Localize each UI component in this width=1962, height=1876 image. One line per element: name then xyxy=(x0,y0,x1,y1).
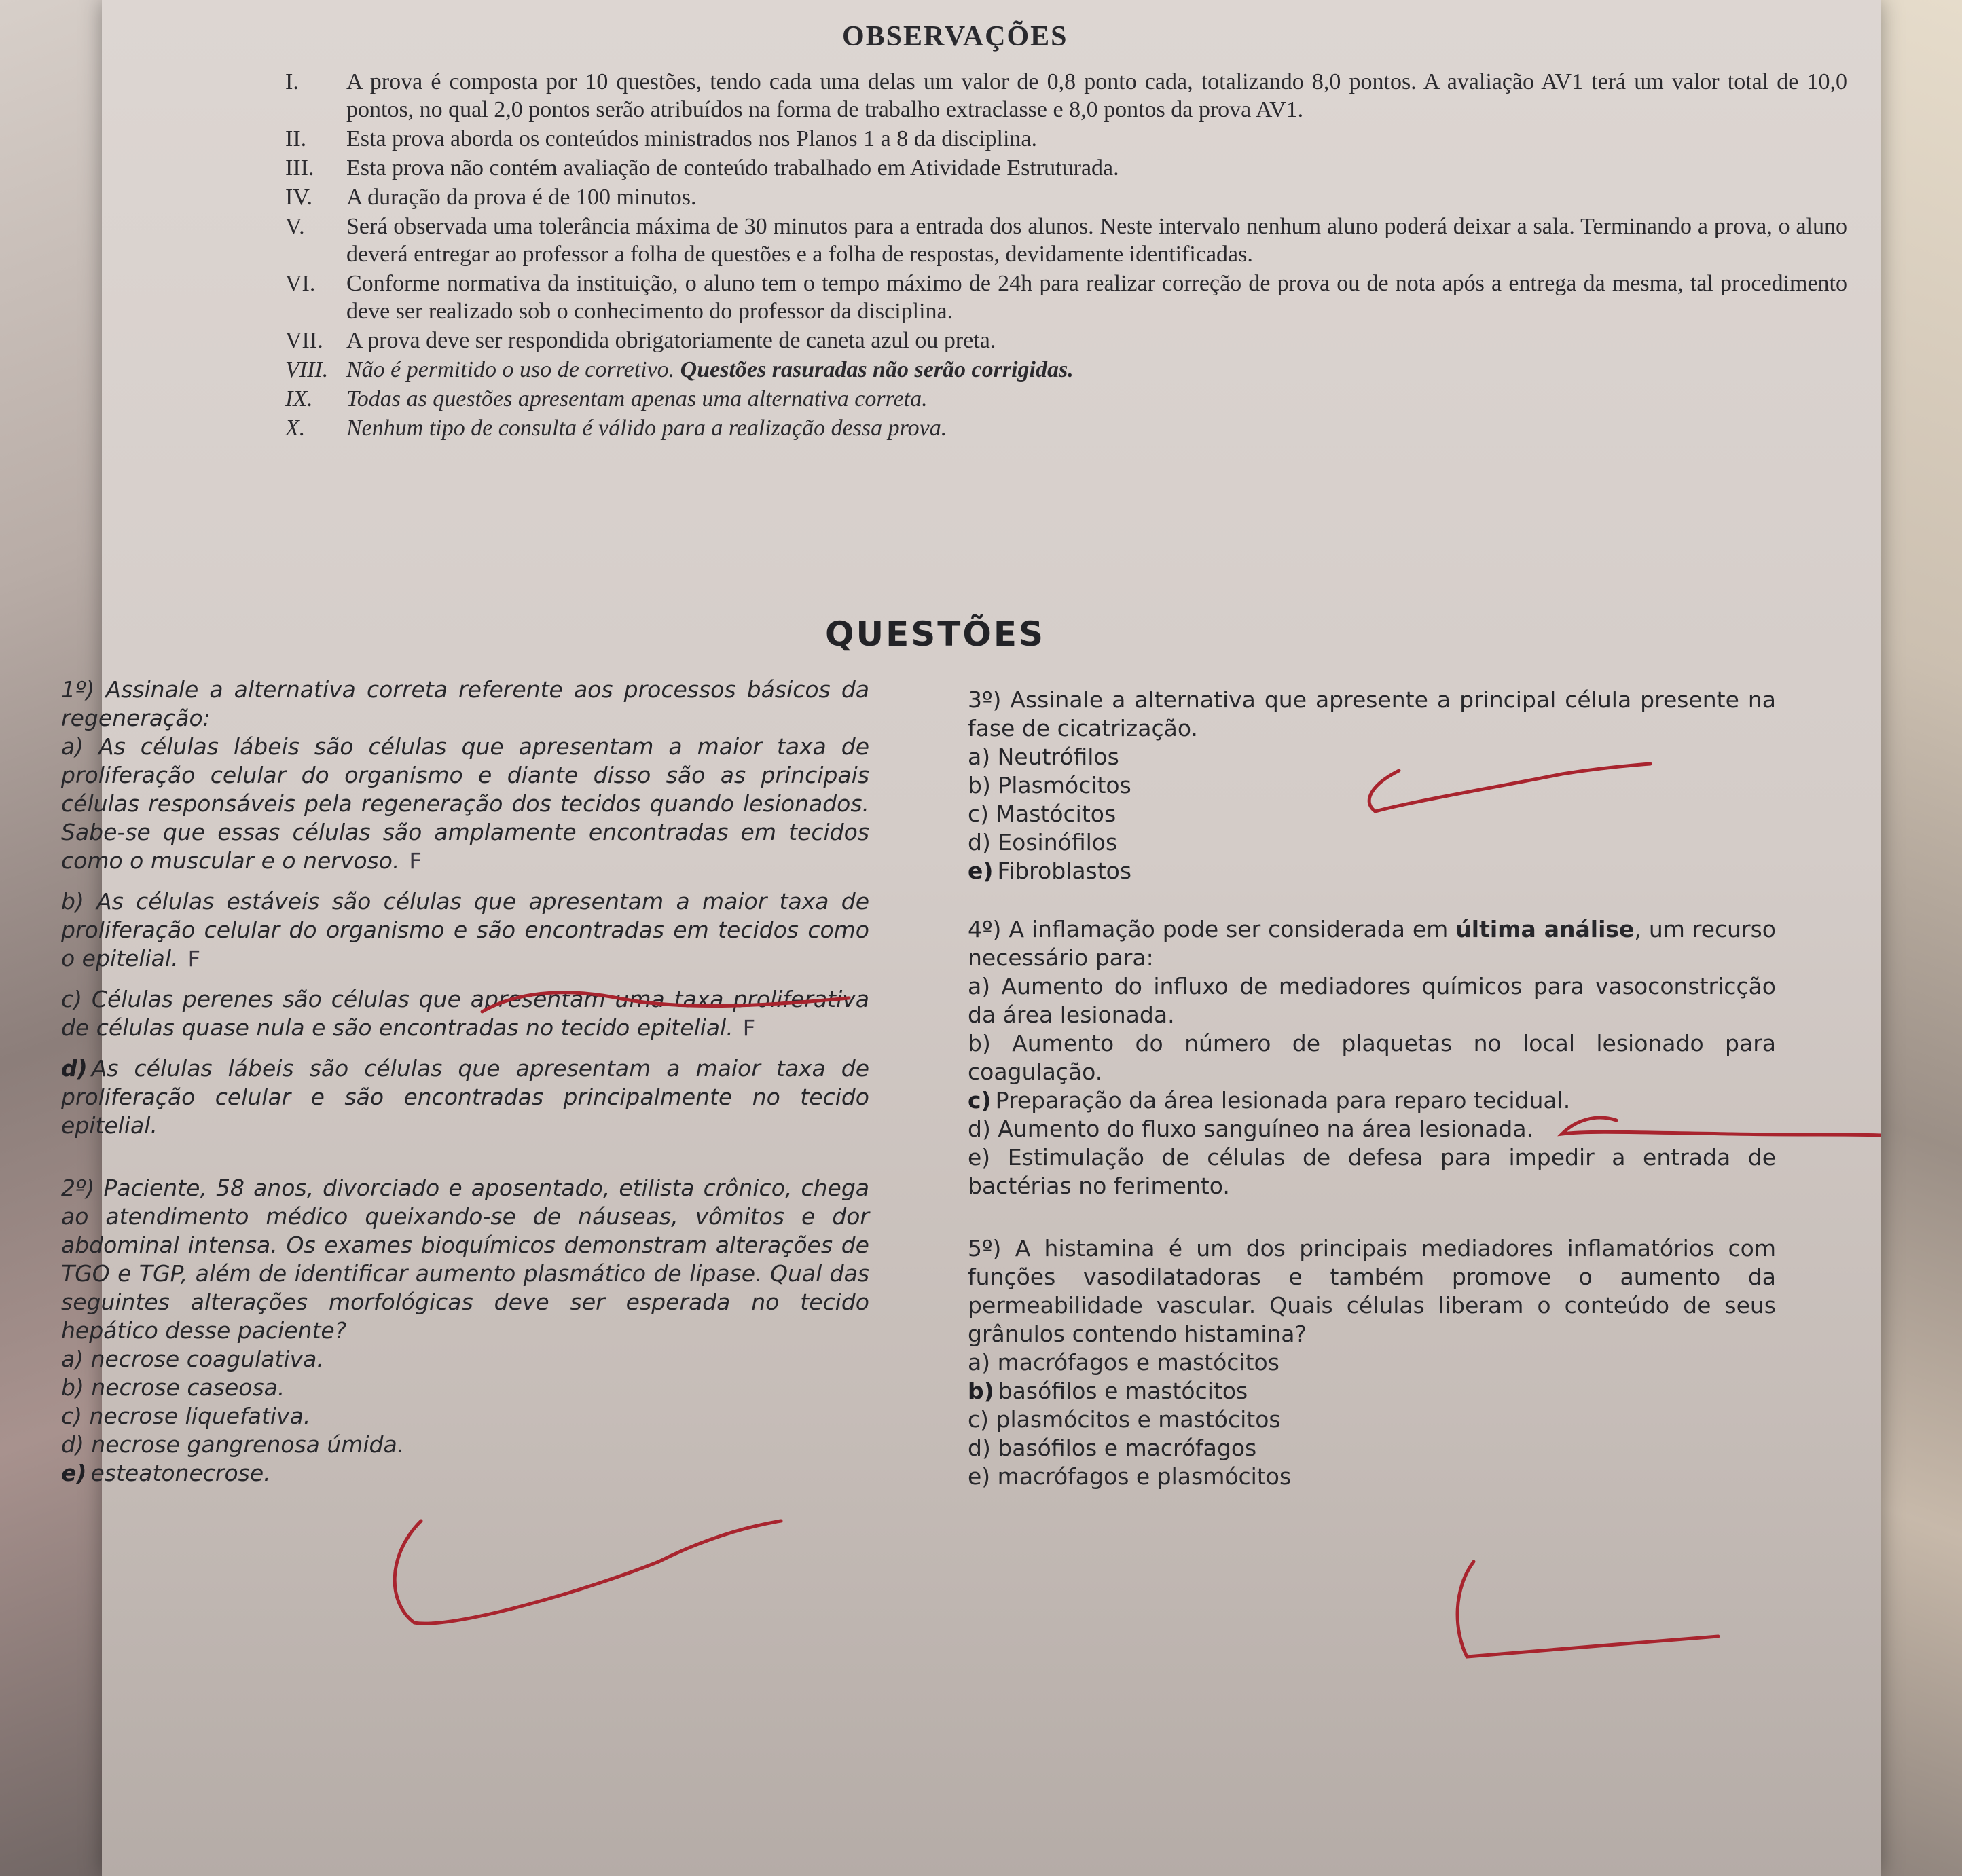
obs-text: A prova é composta por 10 questões, tendo cada uma delas um valor de 0,8 ponto cada, totalizando 8,0 pontos. A avaliação AV1 terá um valor total de 10,0 pontos, no qual 2,0 pontos serão atribuídos na forma de trabalho extraclasse e 8,0 pontos da prova AV1. xyxy=(346,69,1847,122)
obs-number: V. xyxy=(285,214,305,239)
option-c-selected xyxy=(968,1086,1776,1115)
question-stem: 5º) A histamina é um dos principais mediadores inflamatórios com funções vasodilatadoras e também promove o aumento da permeabilidade vascular. Quais células liberam o conteúdo de seus grânulos contendo histamina? xyxy=(968,1235,1776,1347)
option-text: a) As células lábeis são células que apresentam a maior taxa de proliferação celular do organismo e diante disso são as principais células responsáveis pela regeneração dos tecidos quando lesionados. Sabe-se que essas células são amplamente encontradas em tecidos como o muscular e o nervoso. xyxy=(61,733,869,874)
option-b-selected xyxy=(968,1377,1776,1405)
option-text: b) As células estáveis são células que apresentam a maior taxa de proliferação celular do organismo e são encontradas em tecidos como o epitelial. xyxy=(61,888,869,972)
obs-item xyxy=(285,68,1847,124)
observacoes-list xyxy=(285,68,1847,443)
handwritten-false-mark: F xyxy=(187,946,200,972)
stem-part: 4º) A inflamação pode ser considerada em xyxy=(968,916,1456,942)
obs-text-bold: Questões rasuradas não serão corrigidas. xyxy=(680,357,1074,382)
obs-item xyxy=(285,385,1847,413)
obs-item xyxy=(285,183,1847,211)
obs-text-part: Não é permitido o uso de corretivo. xyxy=(346,357,680,382)
red-check-q2 xyxy=(395,1521,781,1623)
option-b: b) necrose caseosa. xyxy=(61,1374,285,1401)
observacoes-heading: OBSERVAÇÕES xyxy=(842,21,1068,52)
obs-number: VII. xyxy=(285,328,323,353)
option-d: d) Eosinófilos xyxy=(968,829,1118,856)
question-3 xyxy=(968,686,1776,885)
option-text: Preparação da área lesionada para reparo tecidual. xyxy=(995,1087,1571,1114)
question-stem xyxy=(968,915,1776,972)
answer-mark: d) xyxy=(61,1055,88,1082)
option-text: esteatonecrose. xyxy=(90,1460,271,1486)
obs-text: Esta prova não contém avaliação de conteúdo trabalhado em Atividade Estruturada. xyxy=(346,155,1119,181)
question-stem: 2º) Paciente, 58 anos, divorciado e aposentado, etilista crônico, chega ao atendimento médico queixando-se de náuseas, vômitos e dor abdominal intensa. Os exames bioquímicos demonstram alterações de TGO e TGP, além de identificar aumento plasmático de lipase. Qual das seguintes alterações morfológicas deve ser esperada no tecido hepático desse paciente? xyxy=(61,1175,869,1344)
obs-item xyxy=(285,154,1847,182)
option-d-selected xyxy=(61,1054,869,1140)
exam-sheet xyxy=(61,0,1881,1876)
obs-number: VIII. xyxy=(285,357,329,382)
questoes-heading: QUESTÕES xyxy=(825,614,1046,654)
option-a: a) Neutrófilos xyxy=(968,743,1119,770)
obs-item xyxy=(285,327,1847,354)
stem-part: , um recurso necessário para: xyxy=(968,916,1776,971)
obs-text xyxy=(346,356,1847,384)
handwritten-false-mark: F xyxy=(409,848,422,874)
handwritten-false-mark: F xyxy=(742,1015,756,1041)
option-d: d) Aumento do fluxo sanguíneo na área lesionada. xyxy=(968,1116,1534,1142)
question-stem: 1º) Assinale a alternativa correta referente aos processos básicos da regeneração: xyxy=(61,676,869,731)
option-e-selected xyxy=(968,857,1776,885)
option-b: b) Aumento do número de plaquetas no local lesionado para coagulação. xyxy=(968,1030,1776,1085)
option-text: basófilos e mastócitos xyxy=(998,1378,1248,1404)
obs-number: VI. xyxy=(285,271,316,296)
answer-mark: b) xyxy=(968,1378,994,1404)
obs-number: X. xyxy=(285,416,306,441)
obs-item xyxy=(285,356,1847,384)
option-b: b) Plasmócitos xyxy=(968,772,1131,798)
question-1 xyxy=(61,676,869,1140)
obs-item xyxy=(285,414,1847,442)
obs-text: Conforme normativa da instituição, o aluno tem o tempo máximo de 24h para realizar correção de prova ou de nota após a entrega da mesma, tal procedimento deve ser realizado sob o conhecimento do professor da disciplina. xyxy=(346,271,1847,324)
answer-mark: e) xyxy=(61,1460,87,1486)
obs-number: I. xyxy=(285,69,299,94)
option-c xyxy=(61,985,869,1042)
option-e: e) Estimulação de células de defesa para impedir a entrada de bactérias no ferimento. xyxy=(968,1144,1776,1199)
red-check-q5 xyxy=(1457,1562,1718,1657)
question-stem: 3º) Assinale a alternativa que apresente a principal célula presente na fase de cicatrização. xyxy=(968,686,1776,741)
option-text: c) Células perenes são células que apresentam uma taxa proliferativa de células quase nula e são encontradas no tecido epitelial. xyxy=(61,986,869,1041)
obs-item xyxy=(285,125,1847,153)
stem-bold: última análise xyxy=(1455,916,1635,942)
option-text: Fibroblastos xyxy=(997,858,1132,884)
option-c: c) plasmócitos e mastócitos xyxy=(968,1406,1281,1433)
obs-number: IX. xyxy=(285,386,313,411)
obs-text: A prova deve ser respondida obrigatoriamente de caneta azul ou preta. xyxy=(346,328,996,353)
option-a: a) Aumento do influxo de mediadores químicos para vasoconstricção da área lesionada. xyxy=(968,973,1776,1028)
option-c: c) necrose liquefativa. xyxy=(61,1403,311,1429)
option-e-selected xyxy=(61,1459,869,1488)
obs-item xyxy=(285,213,1847,268)
question-2 xyxy=(61,1174,869,1488)
option-d: d) basófilos e macrófagos xyxy=(968,1435,1257,1461)
questions-right-column xyxy=(968,686,1776,1511)
option-c: c) Mastócitos xyxy=(968,801,1116,827)
obs-number: IV. xyxy=(285,185,312,210)
questions-left-column xyxy=(61,676,869,1508)
answer-mark: c) xyxy=(968,1087,992,1114)
option-a xyxy=(61,733,869,875)
option-a: a) necrose coagulativa. xyxy=(61,1346,324,1372)
obs-text: Esta prova aborda os conteúdos ministrados nos Planos 1 a 8 da disciplina. xyxy=(346,126,1037,151)
obs-item xyxy=(285,270,1847,325)
answer-mark: e) xyxy=(968,858,994,884)
obs-text: Nenhum tipo de consulta é válido para a realização dessa prova. xyxy=(346,416,947,441)
question-5 xyxy=(968,1234,1776,1491)
obs-number: III. xyxy=(285,155,314,181)
option-d: d) necrose gangrenosa úmida. xyxy=(61,1431,405,1458)
option-e: e) macrófagos e plasmócitos xyxy=(968,1463,1292,1490)
question-4 xyxy=(968,915,1776,1200)
obs-text: A duração da prova é de 100 minutos. xyxy=(346,185,697,210)
obs-number: II. xyxy=(285,126,307,151)
obs-text: Será observada uma tolerância máxima de 30 minutos para a entrada dos alunos. Neste intervalo nenhum aluno poderá deixar a sala. Terminando a prova, o aluno deverá entregar ao professor a folha de questões e a folha de respostas, devidamente identificadas. xyxy=(346,214,1847,267)
option-a: a) macrófagos e mastócitos xyxy=(968,1349,1279,1376)
option-b xyxy=(61,887,869,973)
option-text: As células lábeis são células que apresentam a maior taxa de proliferação celular e são encontradas principalmente no tecido epitelial. xyxy=(61,1055,869,1139)
obs-text: Todas as questões apresentam apenas uma alternativa correta. xyxy=(346,386,928,411)
